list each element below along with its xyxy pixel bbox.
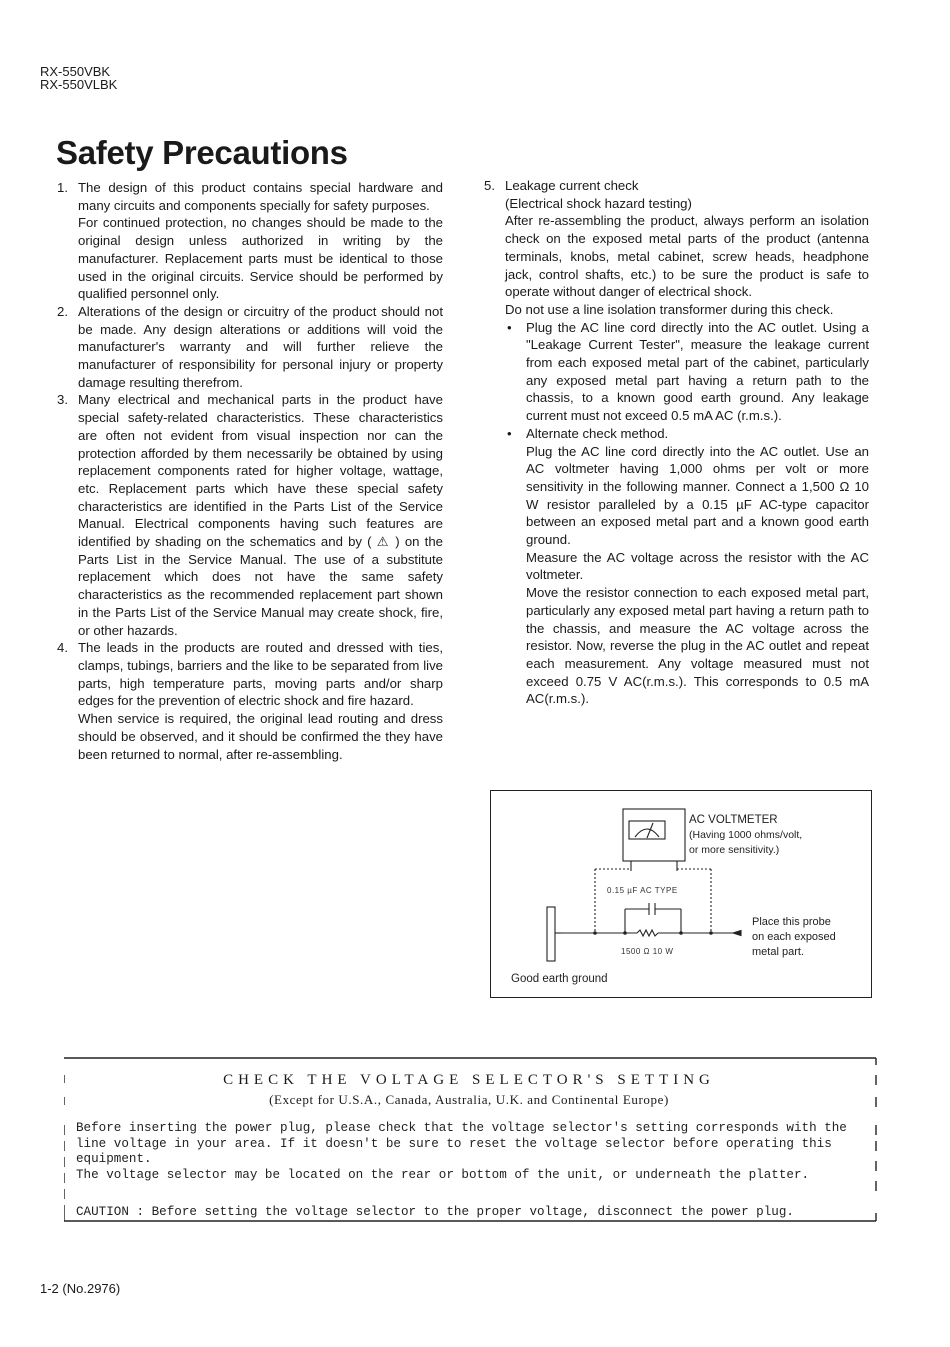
circuit-schematic [491, 791, 871, 997]
precaution-item-1 [57, 179, 443, 303]
warning-triangle-icon: ⚠ [376, 534, 391, 550]
bullet-text: Move the resistor connection to each exposed metal part, particularly any exposed metal part having a return path to the chassis, and measure the AC voltage across the resistor. Now, reverse the plug in the AC outlet and repeat each measurement. Any voltage measured must not exceed 0.75 V AC(r.m.s.). This corresponds to 0.5 mA AC(r.m.s.). [526, 585, 869, 707]
voltmeter-label-2: (Having 1000 ohms/volt, [689, 829, 803, 841]
item-paragraph: The design of this product contains special hardware and many circuits and components specially for safety purposes. [78, 180, 443, 213]
item-paragraph [78, 391, 443, 639]
resistor-icon [637, 930, 658, 936]
probe-label-2: on each exposed [752, 931, 836, 943]
ground-label: Good earth ground [511, 973, 608, 985]
bullet-icon: • [507, 425, 512, 441]
voltmeter-label-3: or more sensitivity.) [689, 844, 780, 856]
item-paragraph: The leads in the products are routed and dressed with ties, clamps, tubings, barriers and the like to be separated from live parts, high temperature parts, moving parts and/or sharp edges for the prevention of electric shock and fire hazard. [78, 640, 443, 709]
precaution-item-3 [57, 391, 443, 639]
item-text: Many electrical and mechanical parts in the product have special safety-related characteristics. These characteristics are often not evident from visual inspection nor can the protection afforded by them necessarily be obtained by using replacement components rated for higher voltage, wattage, etc. Replacement parts which have these special safety characteristics are identified in the Parts List of the Service Manual. Electrical components having such features are identified by shading on the schematics and by ( [78, 392, 443, 550]
item-paragraph: For continued protection, no changes should be made to the original design unless authorized in writing by the manufacturer. Replacement parts must be identical to those used in the original circuits. Service should be performed by qualified personnel only. [78, 215, 443, 302]
precaution-item-5 [484, 177, 869, 708]
page-title: Safety Precautions [56, 134, 348, 171]
precaution-item-2 [57, 303, 443, 392]
model-number-1: RX-550VBK [40, 64, 111, 79]
model-number-2: RX-550VLBK [40, 77, 118, 92]
precaution-item-4 [57, 639, 443, 763]
probe-label-1: Place this probe [752, 916, 831, 928]
voltmeter-icon [623, 809, 685, 861]
bullet-text: Measure the AC voltage across the resistor with the AC voltmeter. [526, 549, 869, 583]
bullet-text: Plug the AC line cord directly into the AC outlet. Using a "Leakage Current Tester", measure the leakage current from each exposed metal part of the cabinet, particularly any exposed metal part having a return path to the chassis, to a known good earth ground. Any leakage current must not exceed 0.5 mA AC (r.m.s.). [526, 319, 869, 424]
item-number: 1. [57, 180, 68, 195]
bullet-item-2 [505, 425, 869, 708]
bullet-title: Alternate check method. [526, 425, 669, 441]
notice-heading: CHECK THE VOLTAGE SELECTOR'S SETTING [223, 1072, 715, 1088]
caution-label: CAUTION [76, 1205, 129, 1219]
item-paragraph: Alterations of the design or circuitry of the product should not be made. Any design alterations or additions will void the manufacturer's warranty and will further relieve the manufacturer of responsibility for personal injury or property damage resulting therefrom. [78, 303, 443, 390]
resistor-label: 1500 Ω 10 W [621, 947, 674, 956]
item-subheading: (Electrical shock hazard testing) [505, 195, 692, 211]
item-text: ) on the Parts List in the Service Manual. The use of a substitute replacement which does not have the same safety characteristics as the recommended replacement part shown in the Parts List of the Service Manual may create shock, fire, or other hazards. [78, 534, 444, 638]
capacitor-label: 0.15 µF AC TYPE [607, 886, 678, 895]
notice-paragraph: Before inserting the power plug, please check that the voltage selector's setting corresponds with the line voltage in your area. If it doesn't be sure to reset the voltage selector before operating this equipment. [76, 1121, 847, 1166]
leakage-test-diagram [490, 790, 872, 998]
item-number: 2. [57, 303, 68, 319]
left-column [57, 179, 443, 763]
item-paragraph: After re-assembling the product, always perform an isolation check on the exposed metal parts of the product (antenna terminals, knobs, metal cabinet, screw heads, headphone jack, control shafts, etc.) to be sure the product is safe to operate without danger of electrical shock. [505, 213, 869, 300]
ground-connector-icon [547, 907, 555, 961]
page-number: 1-2 (No.2976) [40, 1281, 121, 1296]
caution-text: : Before setting the voltage selector to the proper voltage, disconnect the power plug. [136, 1205, 794, 1219]
model-numbers [40, 65, 117, 91]
item-heading: Leakage current check [505, 178, 639, 193]
voltage-selector-notice [64, 1057, 878, 1225]
probe-label-3: metal part. [752, 946, 804, 958]
right-column [484, 177, 869, 708]
notice-body [76, 1121, 876, 1183]
item-number: 3. [57, 392, 68, 408]
voltmeter-label-1: AC VOLTMETER [689, 814, 778, 826]
notice-caution [76, 1205, 876, 1219]
item-paragraph: When service is required, the original lead routing and dress should be observed, and it should be confirmed the they have been returned to normal, after re-assembling. [78, 711, 443, 762]
probe-icon [733, 931, 741, 936]
bullet-icon: • [507, 319, 512, 335]
notice-subheading: (Except for U.S.A., Canada, Australia, U.K. and Continental Europe) [269, 1092, 669, 1107]
item-number: 4. [57, 640, 68, 656]
item-number: 5. [484, 178, 495, 193]
bullet-text: Plug the AC line cord directly into the AC outlet. Use an AC voltmeter having 1,000 ohms per volt or more sensitivity in the following manner. Connect a 1,500 Ω 10 W resistor paralleled by a 0.15 µF AC-type capacitor between an exposed metal part and a known good earth ground. [526, 443, 869, 548]
notice-paragraph: The voltage selector may be located on the rear or bottom of the unit, or underneath the platter. [76, 1167, 810, 1182]
bullet-item-1 [505, 319, 869, 425]
item-paragraph: Do not use a line isolation transformer during this check. [505, 301, 834, 317]
